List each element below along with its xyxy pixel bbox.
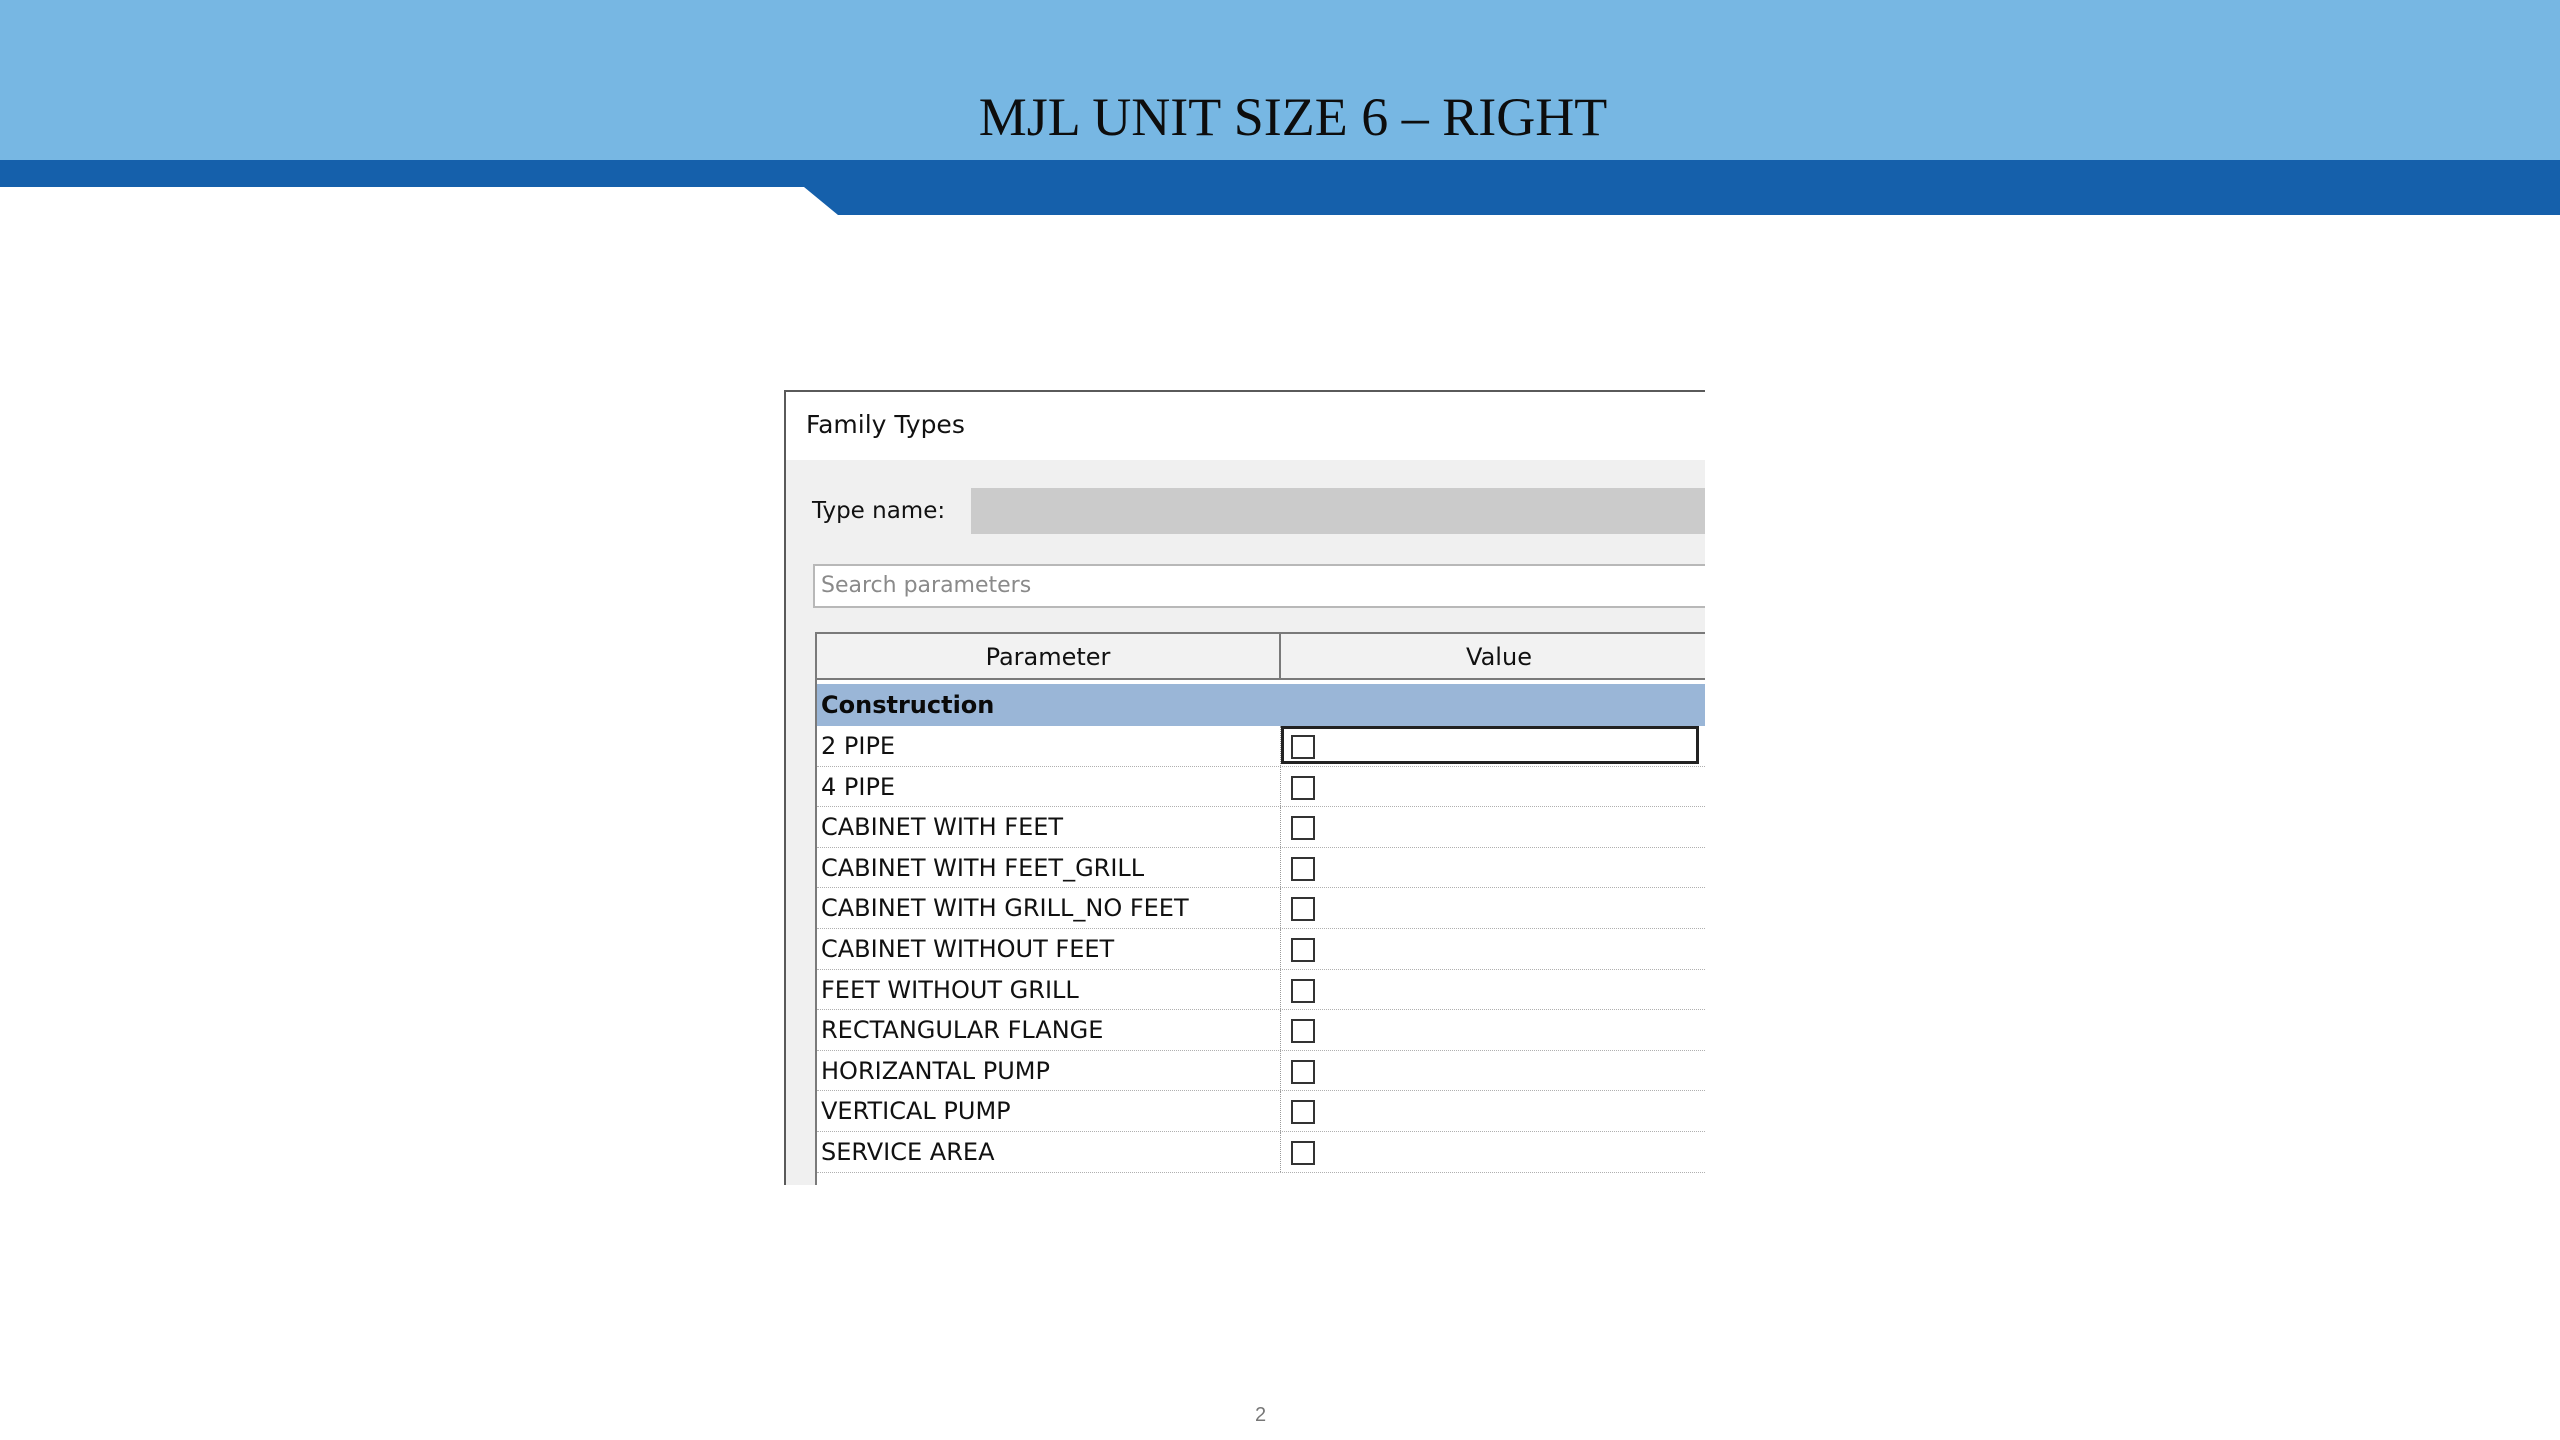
group-row-construction[interactable]: Construction [817,684,1705,726]
search-parameters-input[interactable]: Search parameters [813,564,1705,608]
parameter-label: RECTANGULAR FLANGE [821,1016,1104,1045]
type-name-field[interactable] [971,488,1705,534]
selected-value-cell[interactable] [1281,726,1699,764]
parameter-label: 2 PIPE [821,732,896,760]
table-row[interactable] [817,1132,1705,1173]
parameter-checkbox[interactable] [1291,1141,1315,1165]
table-row[interactable] [817,970,1705,1011]
parameter-checkbox[interactable] [1291,816,1315,840]
parameter-checkbox[interactable] [1291,979,1315,1003]
table-row[interactable] [817,888,1705,929]
column-divider [1280,888,1281,928]
parameter-label: VERTICAL PUMP [821,1097,1011,1126]
column-divider [1280,970,1281,1010]
table-row[interactable] [817,1051,1705,1092]
column-header-parameter[interactable]: Parameter [817,634,1281,680]
parameter-checkbox[interactable] [1291,1060,1315,1084]
parameter-label: HORIZANTAL PUMP [821,1056,1050,1085]
parameter-label: CABINET WITH FEET [821,813,1064,842]
table-row[interactable] [817,1091,1705,1132]
parameter-checkbox[interactable] [1291,897,1315,921]
parameter-label: CABINET WITHOUT FEET [821,934,1115,963]
column-divider [1280,1051,1281,1091]
parameter-rows [817,726,1705,1173]
parameter-label: CABINET WITH GRILL_NO FEET [821,894,1189,923]
column-divider [1280,848,1281,888]
table-row[interactable] [817,767,1705,808]
parameter-label: CABINET WITH FEET_GRILL [821,853,1145,882]
table-row[interactable] [817,807,1705,848]
column-divider [1280,767,1281,807]
parameter-label: SERVICE AREA [821,1137,995,1166]
column-divider [1280,929,1281,969]
slide-title: MJL UNIT SIZE 6 – RIGHT [978,87,1608,147]
parameter-checkbox[interactable] [1291,938,1315,962]
page-number: 2 [1255,1404,1267,1426]
header-stripe [0,160,2560,215]
column-divider [1280,1091,1281,1131]
table-row[interactable] [817,848,1705,889]
table-row[interactable] [817,929,1705,970]
parameter-checkbox[interactable] [1291,735,1315,759]
type-name-label: Type name: [812,498,946,524]
parameter-checkbox[interactable] [1291,1100,1315,1124]
parameter-label: 4 PIPE [821,772,896,801]
table-row[interactable] [817,1010,1705,1051]
dialog-titlebar[interactable] [786,392,1705,460]
parameters-table [815,632,1705,1185]
parameter-checkbox[interactable] [1291,857,1315,881]
parameter-checkbox[interactable] [1291,1019,1315,1043]
column-divider [1280,1010,1281,1050]
family-types-dialog [784,390,1705,1185]
column-divider [1280,807,1281,847]
parameter-label: FEET WITHOUT GRILL [821,975,1079,1004]
column-header-value[interactable]: Value [1281,634,1705,680]
table-row[interactable] [817,726,1705,767]
column-divider [1280,1132,1281,1172]
dialog-title: Family Types [806,410,965,439]
parameter-checkbox[interactable] [1291,776,1315,800]
